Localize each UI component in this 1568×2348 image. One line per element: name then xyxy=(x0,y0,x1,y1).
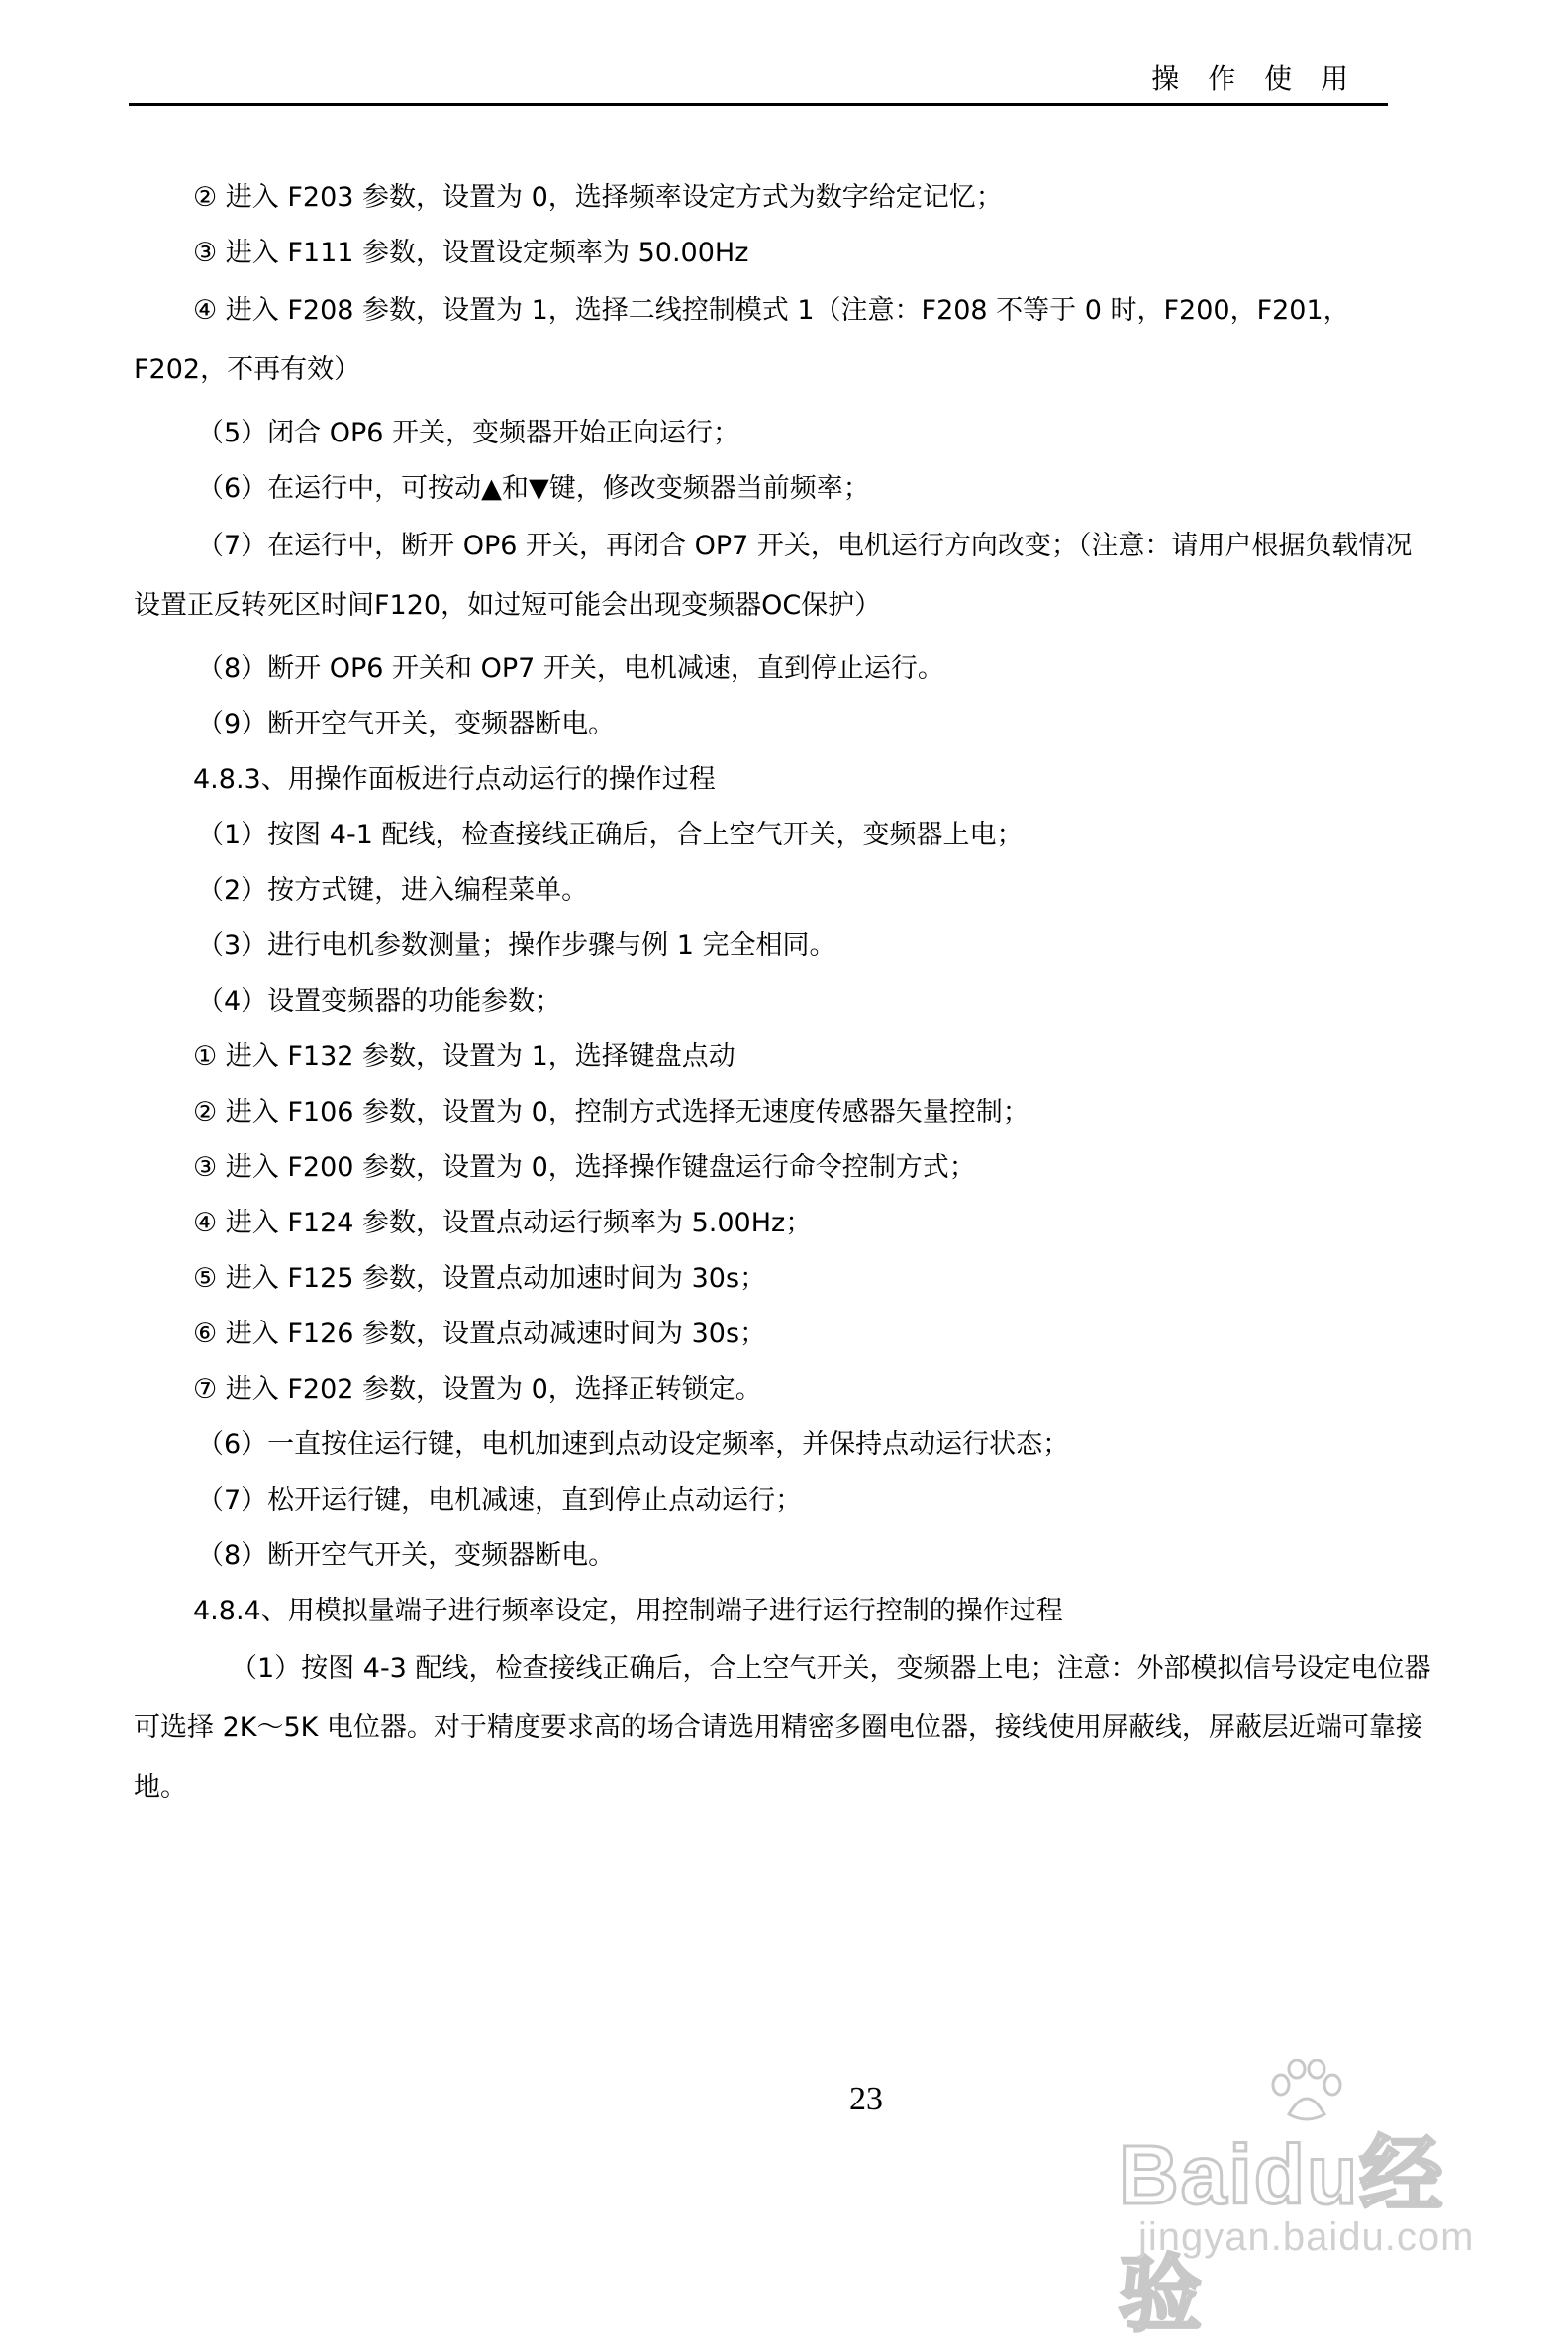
step-paragraph: （7）在运行中，断开 OP6 开关，再闭合 OP7 开关，电机运行方向改变；（注意：请用户根据负载情况设置正反转死区时间F120，如过短可能会出现变频器OC保护） xyxy=(134,531,1413,621)
step-line: ④ 进入 F124 参数，设置点动运行频率为 5.00Hz； xyxy=(193,1208,813,1238)
step-line: ② 进入 F203 参数，设置为 0，选择频率设定方式为数字给定记忆； xyxy=(193,182,1003,213)
step-line: （7）松开运行键，电机减速，直到停止点动运行； xyxy=(197,1485,803,1516)
section-heading: 4.8.4、用模拟量端子进行频率设定，用控制端子进行运行控制的操作过程 xyxy=(193,1596,1063,1626)
step-paragraph: （1）按图 4-3 配线，检查接线正确后，合上空气开关，变频器上电；注意：外部模拟信号设定电位器可选择 2K～5K 电位器。对于精度要求高的场合请选用精密多圈电位器，接线使用屏蔽线，屏蔽层近端可靠接地。 xyxy=(134,1653,1431,1803)
step-line: （6）一直按住运行键，电机加速到点动设定频率，并保持点动运行状态； xyxy=(197,1429,1070,1460)
step-line: （8）断开 OP6 开关和 OP7 开关，电机减速，直到停止运行。 xyxy=(197,653,944,684)
watermark-url: jingyan.baidu.com xyxy=(1138,2215,1475,2259)
step-line: ⑤ 进入 F125 参数，设置点动加速时间为 30s； xyxy=(193,1263,767,1294)
document-body xyxy=(134,170,1435,1817)
step-line: （6）在运行中，可按动▲和▼键，修改变频器当前频率； xyxy=(197,473,870,504)
step-paragraph: ④ 进入 F208 参数，设置为 1，选择二线控制模式 1（注意：F208 不等于 0 时，F200，F201，F202，不再有效） xyxy=(134,295,1350,385)
step-line: ③ 进入 F111 参数，设置设定频率为 50.00Hz xyxy=(193,238,749,268)
step-line: （9）断开空气开关，变频器断电。 xyxy=(197,709,616,739)
step-line: （4）设置变频器的功能参数； xyxy=(197,986,562,1017)
header-divider xyxy=(129,103,1388,106)
step-line: （3）进行电机参数测量；操作步骤与例 1 完全相同。 xyxy=(197,930,836,961)
watermark-brand: Baidu经验 xyxy=(1119,2128,1445,2341)
step-line: （1）按图 4-1 配线，检查接线正确后，合上空气开关，变频器上电； xyxy=(197,820,1024,850)
baidu-watermark xyxy=(1099,2059,1495,2341)
step-line: （2）按方式键，进入编程菜单。 xyxy=(197,875,589,906)
step-line: ⑥ 进入 F126 参数，设置点动减速时间为 30s； xyxy=(193,1319,767,1349)
step-line: ③ 进入 F200 参数，设置为 0，选择操作键盘运行命令控制方式； xyxy=(193,1152,976,1183)
step-line: （8）断开空气开关，变频器断电。 xyxy=(197,1540,616,1571)
step-line: （5）闭合 OP6 开关，变频器开始正向运行； xyxy=(197,418,740,448)
section-heading: 4.8.3、用操作面板进行点动运行的操作过程 xyxy=(193,764,716,795)
page-number: 23 xyxy=(849,2081,883,2117)
step-line: ① 进入 F132 参数，设置为 1，选择键盘点动 xyxy=(193,1041,735,1072)
step-line: ⑦ 进入 F202 参数，设置为 0，选择正转锁定。 xyxy=(193,1374,762,1405)
page-header-title: 操 作 使 用 xyxy=(1151,62,1358,95)
step-line: ② 进入 F106 参数，设置为 0，控制方式选择无速度传感器矢量控制； xyxy=(193,1097,1029,1127)
